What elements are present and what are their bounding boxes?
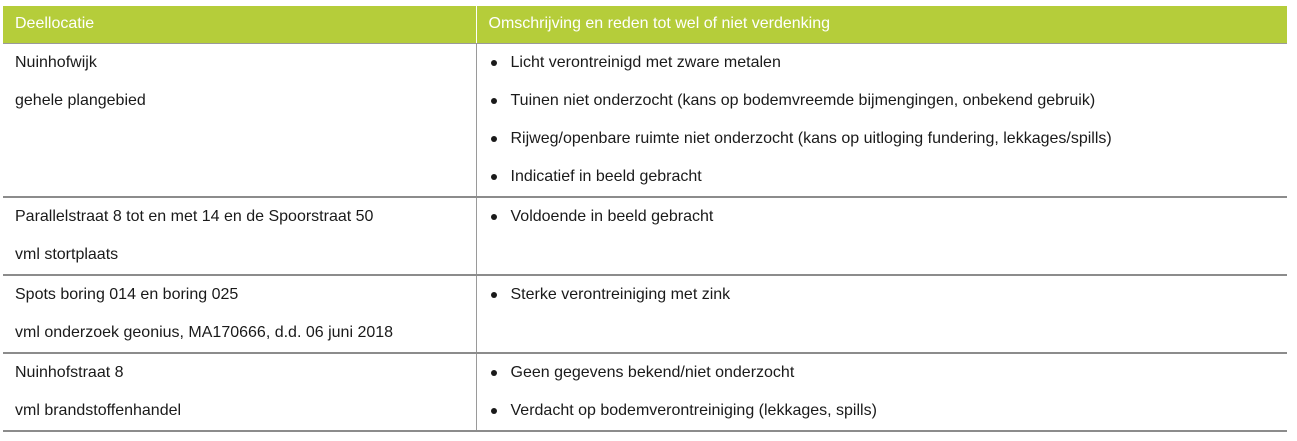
description-cell <box>476 353 1287 431</box>
location-cell <box>3 43 476 197</box>
location-subtitle: gehele plangebied <box>15 91 146 109</box>
bullet-text: Sterke verontreiniging met zink <box>510 286 731 303</box>
bullet-dot-icon <box>491 174 497 180</box>
bullet-dot-icon <box>491 408 497 414</box>
table-header-row <box>3 6 1287 43</box>
bullet-text: Indicatief in beeld gebracht <box>510 167 702 185</box>
header-omschrijving: Omschrijving en reden tot wel of niet verdenking <box>476 6 1287 43</box>
bullet-item <box>485 198 1288 236</box>
location-name: Nuinhofstraat 8 <box>15 364 124 381</box>
description-cell <box>476 197 1287 275</box>
location-name: Nuinhofwijk <box>15 53 97 71</box>
bullet-text: Verdacht op bodemverontreiniging (lekkages, spills) <box>510 402 877 419</box>
location-name: Spots boring 014 en boring 025 <box>15 286 239 303</box>
bullet-dot-icon <box>491 370 497 376</box>
bullet-item <box>485 120 1288 158</box>
bullet-item <box>485 158 1288 196</box>
bullet-item <box>485 354 1288 392</box>
description-cell <box>476 43 1287 197</box>
bullet-item <box>485 392 1288 430</box>
table-row <box>3 275 1287 353</box>
bullet-item <box>485 44 1288 82</box>
location-subtitle: vml brandstoffenhandel <box>15 402 182 419</box>
bullet-text: Licht verontreinigd met zware metalen <box>510 53 781 71</box>
description-cell <box>476 275 1287 353</box>
bullet-text: Tuinen niet onderzocht (kans op bodemvreemde bijmengingen, onbekend gebruik) <box>510 91 1096 109</box>
bullet-item <box>485 276 1288 314</box>
bullet-dot-icon <box>491 136 497 142</box>
location-cell <box>3 275 476 353</box>
location-cell <box>3 197 476 275</box>
bullet-item <box>485 82 1288 120</box>
location-cell <box>3 353 476 431</box>
location-name: Parallelstraat 8 tot en met 14 en de Spoorstraat 50 <box>15 208 374 225</box>
header-deellocatie: Deellocatie <box>3 6 476 43</box>
bullet-dot-icon <box>491 98 497 104</box>
table-row <box>3 353 1287 431</box>
bullet-text: Rijweg/openbare ruimte niet onderzocht (kans op uitloging fundering, lekkages/spills) <box>510 129 1112 147</box>
bullet-text: Voldoende in beeld gebracht <box>510 208 714 225</box>
location-subtitle: vml onderzoek geonius, MA170666, d.d. 06 juni 2018 <box>15 324 394 341</box>
table-row <box>3 43 1287 197</box>
bullet-dot-icon <box>491 60 497 66</box>
bullet-dot-icon <box>491 292 497 298</box>
bullet-dot-icon <box>491 214 497 220</box>
locations-table <box>3 6 1287 432</box>
bullet-text: Geen gegevens bekend/niet onderzocht <box>510 364 795 381</box>
location-subtitle: vml stortplaats <box>15 246 119 263</box>
table-row <box>3 197 1287 275</box>
